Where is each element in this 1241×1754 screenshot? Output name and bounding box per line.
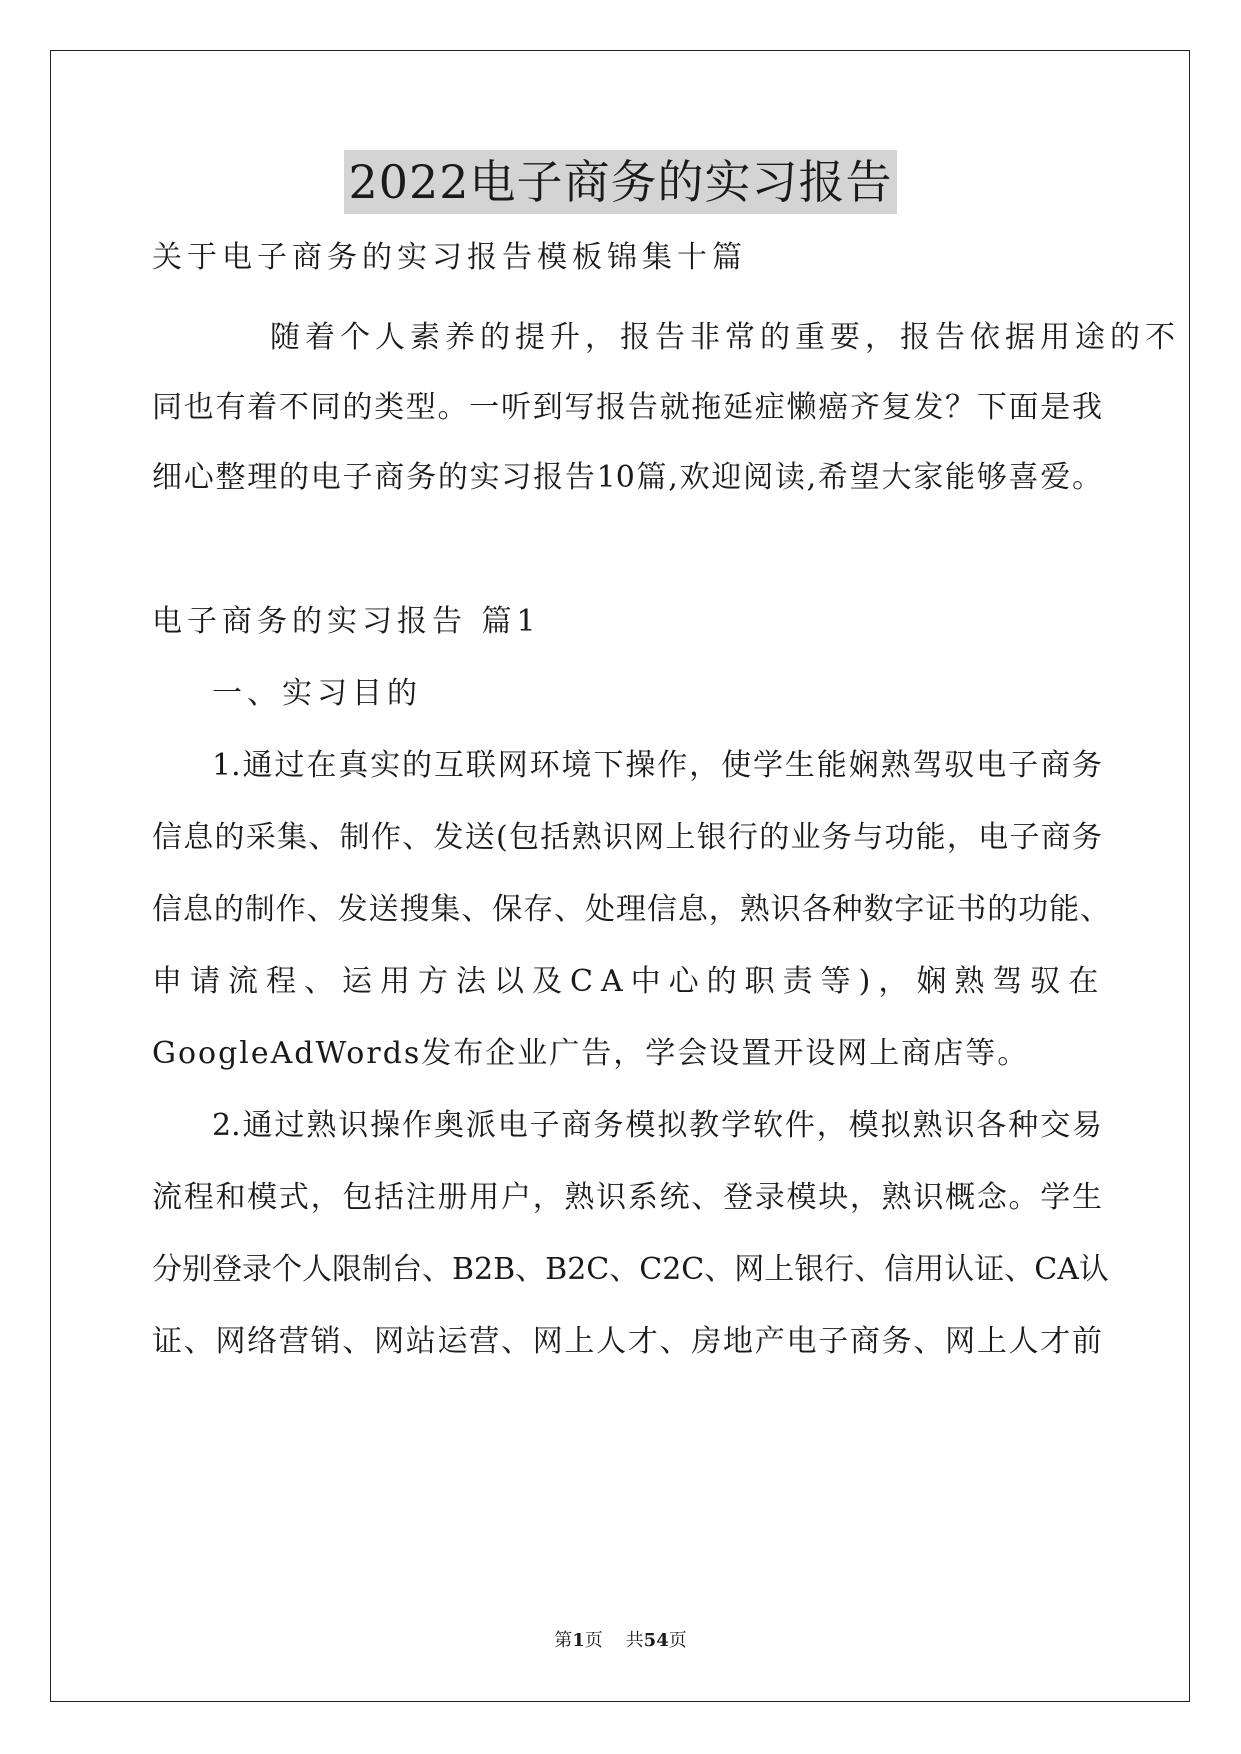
document-title: 2022电子商务的实习报告: [344, 150, 896, 214]
page-border: [50, 50, 1190, 1702]
subheading: 一、实习目的: [212, 676, 422, 711]
intro-line-1: 随着个人素养的提升，报告非常的重要，报告依据用途的不: [270, 320, 1180, 355]
body-line-8: 分别登录个人限制台、B2B、B2C、C2C、网上银行、信用认证、CA认: [152, 1252, 1109, 1287]
body-line-5: GoogleAdWords发布企业广告，学会设置开设网上商店等。: [152, 1036, 1030, 1071]
page-number: 1: [572, 1630, 585, 1651]
body-line-7: 流程和模式，包括注册用户，熟识系统、登录模块，熟识概念。学生: [152, 1180, 1102, 1215]
page-footer: [0, 1628, 1241, 1654]
body-line-4: 申请流程、运用方法以及CA中心的职责等)，娴熟驾驭在: [152, 964, 1107, 999]
title-container: [0, 150, 1241, 214]
document-subtitle: 关于电子商务的实习报告模板锦集十篇: [152, 240, 747, 275]
page-suffix: 页: [584, 1630, 603, 1651]
body-line-9: 证、网络营销、网站运营、网上人才、房地产电子商务、网上人才前: [152, 1324, 1102, 1359]
body-line-3: 信息的制作、发送搜集、保存、处理信息，熟识各种数字证书的功能、: [152, 892, 1110, 927]
total-prefix: 共: [625, 1630, 644, 1651]
body-line-1: 1.通过在真实的互联网环境下操作，使学生能娴熟驾驭电子商务: [212, 748, 1102, 783]
intro-line-3: 细心整理的电子商务的实习报告10篇,欢迎阅读,希望大家能够喜爱。: [152, 460, 1102, 495]
intro-line-2: 同也有着不同的类型。一听到写报告就拖延症懒癌齐复发？下面是我: [152, 390, 1102, 425]
total-pages: 54: [643, 1630, 669, 1651]
page-prefix: 第: [554, 1630, 573, 1651]
body-line-6: 2.通过熟识操作奥派电子商务模拟教学软件，模拟熟识各种交易: [212, 1108, 1102, 1143]
total-suffix: 页: [668, 1630, 687, 1651]
section-heading: 电子商务的实习报告 篇1: [152, 604, 541, 639]
body-line-2: 信息的采集、制作、发送(包括熟识网上银行的业务与功能，电子商务: [152, 820, 1103, 855]
